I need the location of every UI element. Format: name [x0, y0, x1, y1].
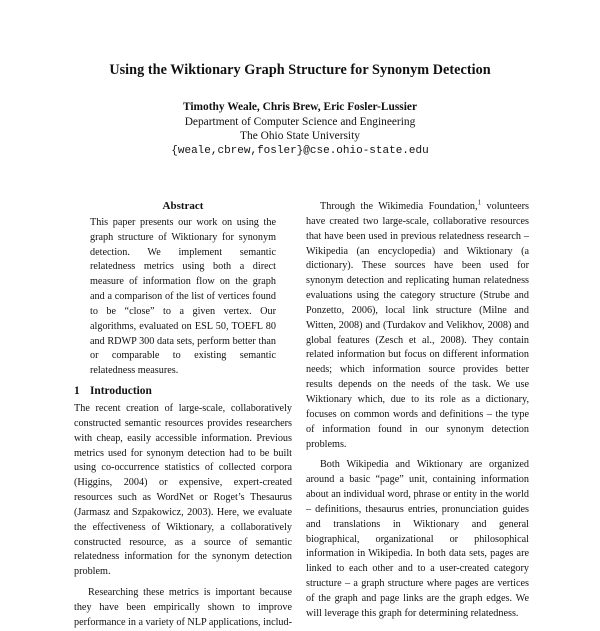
left-column	[74, 199, 292, 631]
right-column	[306, 200, 529, 622]
author-names: Timothy Weale, Chris Brew, Eric Fosler-Lussier	[182, 101, 418, 113]
introduction-paragraph-1: The recent creation of large-scale, collaboratively constructed semantic resources provides researchers with cheap, easily accessible information. Previous metrics used for synonym detection had to be built using co-occurrence statistics of collected corpora (Higgins, 2004) or expensive, expert-created resources such as WordNet or Roget’s Thesaurus (Jarmasz and Szpakowicz, 2003). Here, we evaluate the effectiveness of Wiktionary, a collaboratively constructed resource, as a source of semantic relatedness information for the synonym detection problem.	[74, 402, 292, 578]
abstract-text: This paper presents our work on using the graph structure of Wiktionary for synonym detection. We implement semantic relatedness metrics using both a direct measure of information flow on the graph and a comparison of the list of vertices found to be “close” to a given vertex. Our algorithms, evaluated on ESL 50, TOEFL 80 and RDWP 300 data sets, perform better than or comparable to existing semantic relatedness measures.	[90, 216, 276, 377]
right-paragraph-1	[306, 200, 529, 452]
paper-title: Using the Wiktionary Graph Structure for Synonym Detection	[109, 62, 491, 78]
abstract-heading: Abstract	[162, 200, 204, 212]
right-paragraph-2: Both Wikipedia and Wiktionary are organized around a basic “page” unit, containing information about an individual word, phrase or entity in the world – definitions, thesaurus entries, pronunciation guides and translations in Wiktionary and general biographical, organizational or philosophical information in Wikipedia. In both data sets, pages are linked to each other and to a user-created category structure – a graph structure where pages are vertices of the graph and page links are the graph edges. We will leverage this graph for determining relatedness.	[306, 459, 529, 619]
section-number: 1	[74, 385, 80, 398]
author-block	[0, 100, 600, 158]
author-email: {weale,cbrew,fosler}@cse.ohio-state.edu	[171, 144, 429, 157]
right-paragraph-1-start: Through the Wikimedia Foundation,	[320, 201, 478, 212]
section-heading-introduction	[74, 384, 292, 399]
introduction-paragraph-2: Researching these metrics is important because they have been empirically shown to improve performance in a variety of NLP applications, includ-	[74, 587, 293, 628]
footnote-marker: 1	[477, 198, 482, 207]
author-university: The Ohio State University	[240, 130, 360, 143]
section-title: Introduction	[90, 385, 152, 398]
author-department: Department of Computer Science and Engineering	[184, 115, 416, 128]
right-paragraph-1-rest: volunteers have created two large-scale, collaborative resources that have been used in previous relatedness research – Wikipedia (an encyclopedia) and Wiktionary (a dictionary). These sources have been used for synonym detection and replicating human relatedness evaluations using the category structure (Strube and Ponzetto, 2006), local link structure (Milne and Witten, 2008) and (Turdakov and Velikhov, 2008) and global features (Zesch et al., 2008). They contain related information but focus on different information needs; which information source provides better results depends on the needs of the task. We use Wiktionary which, due to its role as a dictionary, focuses on common words and definitions – the type of information found in our synonym detection problems.	[306, 201, 529, 450]
